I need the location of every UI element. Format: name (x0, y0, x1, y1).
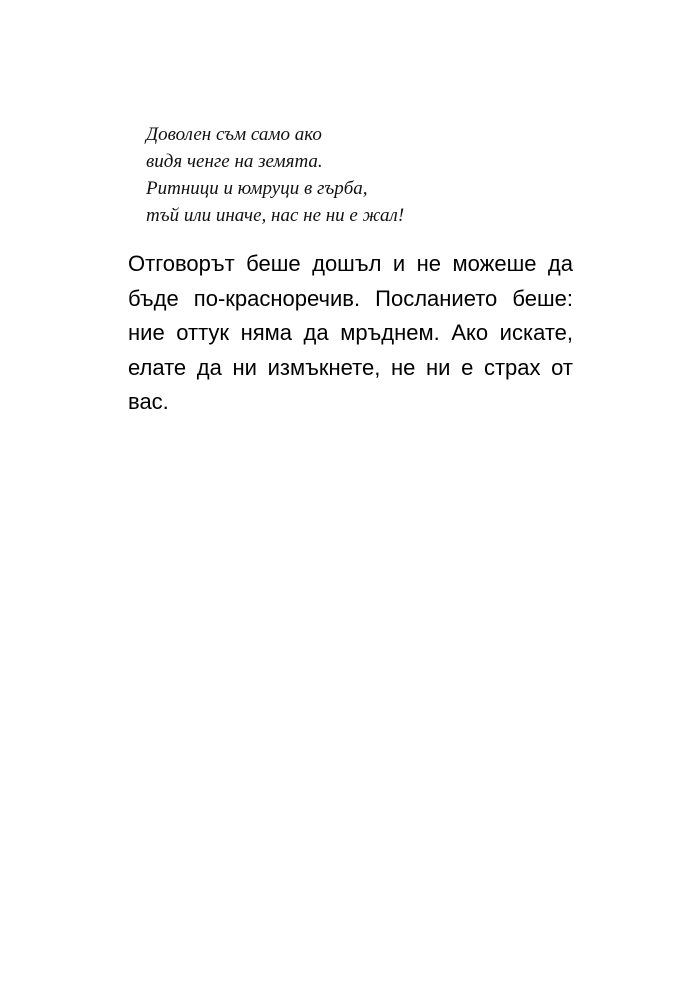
paragraph-line: Отговорът беше дошъл и не можеше да (128, 251, 573, 276)
poem-line: видя ченге на земята. (146, 151, 323, 172)
paragraph-line: вас. (128, 389, 169, 414)
poem-line: Доволен съм само ако (146, 124, 322, 145)
paragraph-line: ние оттук няма да мръднем. Ако искате, (128, 320, 573, 345)
body-paragraph (128, 247, 573, 420)
poem-line: тъй или иначе, нас не ни е жал! (146, 205, 405, 226)
poem-stanza (146, 121, 566, 229)
poem-line: Ритници и юмруци в гърба, (146, 178, 368, 199)
paragraph-line: бъде по-красноречив. Посланието беше: (128, 285, 573, 311)
paragraph-line: елате да ни измъкнете, не ни е страх от (128, 354, 573, 380)
